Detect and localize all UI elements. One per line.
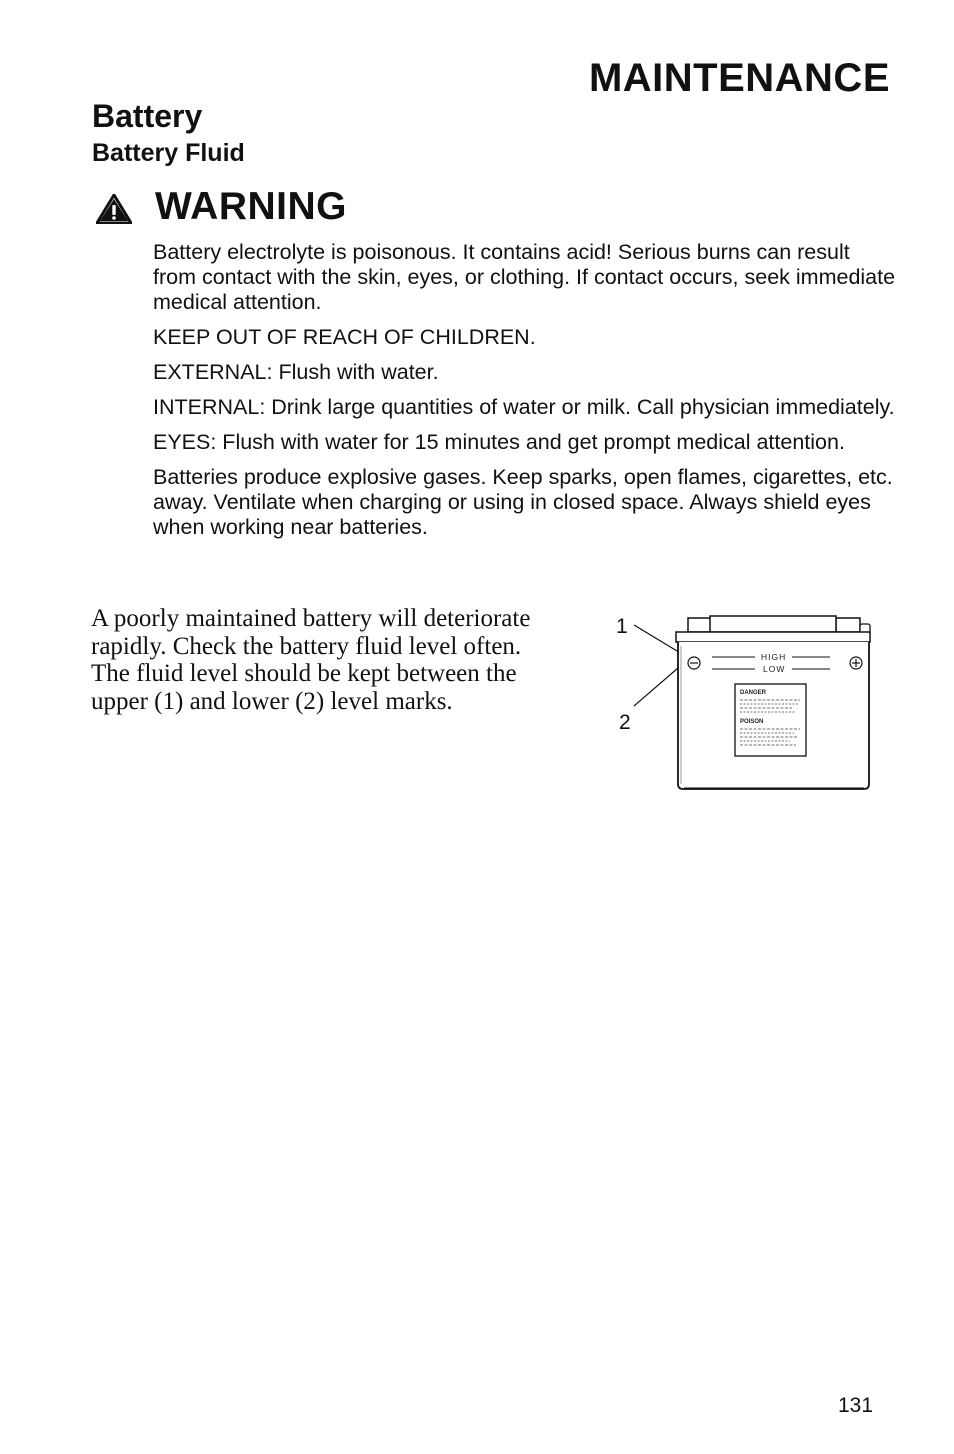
warning-paragraph: Battery electrolyte is poisonous. It contains acid! Serious burns can result from contact with the skin, eyes, or clothing. If contact occurs, seek immediate medical attention. bbox=[153, 240, 896, 314]
label-poison: POISON bbox=[740, 719, 764, 725]
level-label-low: LOW bbox=[763, 664, 786, 674]
warning-paragraph: EYES: Flush with water for 15 minutes and get prompt medical attention. bbox=[153, 430, 845, 454]
level-label-high: HIGH bbox=[761, 652, 787, 662]
body-paragraph: A poorly maintained battery will deteriorate rapidly. Check the battery fluid level often. The fluid level should be kept between the upper (1) and lower (2) level marks. bbox=[91, 605, 531, 715]
label-danger: DANGER bbox=[740, 690, 767, 696]
warning-paragraph: KEEP OUT OF REACH OF CHILDREN. bbox=[153, 325, 536, 349]
warning-paragraph: EXTERNAL: Flush with water. bbox=[153, 360, 439, 384]
warning-paragraph: INTERNAL: Drink large quantities of water or milk. Call physician immediately. bbox=[153, 395, 895, 419]
warning-body bbox=[153, 240, 898, 550]
callout-2: 2 bbox=[619, 711, 631, 734]
section-title: MAINTENANCE bbox=[588, 56, 890, 100]
page-number: 131 bbox=[838, 1394, 874, 1417]
warning-paragraph: Batteries produce explosive gases. Keep sparks, open flames, cigarettes, etc. away. Ventilate when charging or using in closed space. Always shield eyes when working near batteries. bbox=[153, 465, 893, 539]
heading-battery: Battery bbox=[92, 98, 203, 134]
callout-1: 1 bbox=[616, 615, 628, 638]
warning-triangle-icon bbox=[96, 194, 132, 224]
warning-title: WARNING bbox=[155, 185, 347, 228]
battery-illustration bbox=[612, 606, 888, 794]
heading-battery-fluid: Battery Fluid bbox=[92, 139, 245, 167]
